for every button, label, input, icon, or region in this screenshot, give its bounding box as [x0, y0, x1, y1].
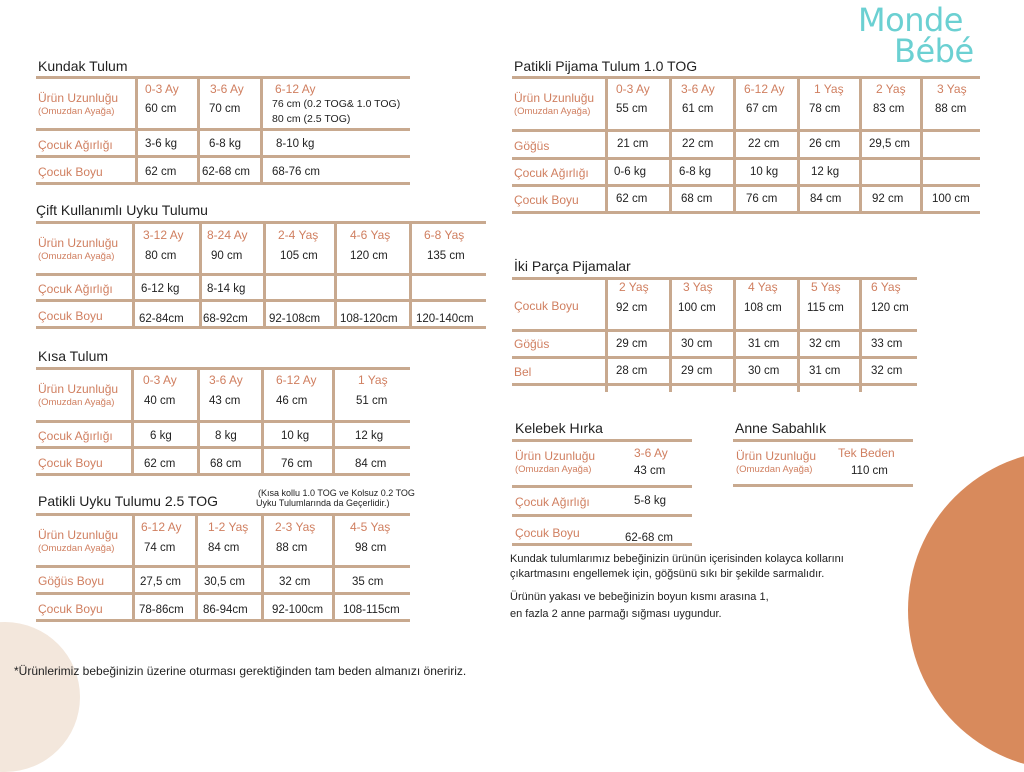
table-cell: 92 cm — [616, 302, 648, 314]
table-cell: 86-94cm — [203, 604, 248, 616]
section-title: Kelebek Hırka — [515, 420, 603, 436]
note-paragraph-1-line-1: Kundak tulumlarımız bebeğinizin ürünün içerisinden kolayca kollarını — [510, 553, 844, 565]
table-cell: 62 cm — [616, 193, 648, 205]
column-header: 8-24 Ay — [207, 228, 248, 242]
table-cell: 68 cm — [681, 193, 713, 205]
table-cell: 88 cm — [935, 103, 967, 115]
row-label-weight: Çocuk Ağırlığı — [38, 429, 113, 443]
table-cell: 78-86cm — [139, 604, 184, 616]
table-cell: 62 cm — [144, 458, 176, 470]
row-label-height: Çocuk Boyu — [515, 526, 580, 540]
table-cell: 120 cm — [871, 302, 909, 314]
table-cell: 100 cm — [932, 193, 970, 205]
table-cell: 76 cm — [281, 458, 313, 470]
column-header: 1 Yaş — [814, 82, 844, 96]
table-cell: 83 cm — [873, 103, 905, 115]
section-note: (Kısa kollu 1.0 TOG ve Kolsuz 0.2 TOG — [258, 488, 415, 498]
table-cell: 80 cm (2.5 TOG) — [272, 113, 351, 125]
table-cell: 67 cm — [746, 103, 778, 115]
table-cell: 8 kg — [215, 430, 237, 442]
table-cell: 74 cm — [144, 542, 176, 554]
column-header: 6-8 Yaş — [424, 228, 465, 242]
row-label-waist: Bel — [514, 365, 532, 379]
table-cell: 6-8 kg — [209, 138, 241, 150]
row-label-weight: Çocuk Ağırlığı — [515, 495, 590, 509]
table-cell: 22 cm — [748, 138, 780, 150]
row-label-length: Ürün Uzunluğu (Omuzdan Ayağa) — [736, 449, 817, 475]
table-cell: 135 cm — [427, 250, 465, 262]
column-header: 2-3 Yaş — [275, 520, 316, 534]
row-label-weight: Çocuk Ağırlığı — [514, 166, 589, 180]
table-cell: 108 cm — [744, 302, 782, 314]
note-paragraph-1-line-2: çıkartmasını engellemek için, göğsünü sıkı bir şekilde sarmalıdır. — [510, 568, 825, 580]
column-header: 5 Yaş — [811, 280, 841, 294]
table-cell: 3-6 kg — [145, 138, 177, 150]
table-cell: 30 cm — [748, 365, 780, 377]
column-header: 6 Yaş — [871, 280, 901, 294]
table-cell: 92-108cm — [269, 313, 321, 325]
table-cell: 88 cm — [276, 542, 308, 554]
section-title: Kısa Tulum — [38, 348, 109, 364]
table-cell: 22 cm — [682, 138, 714, 150]
table-cell: 68 cm — [210, 458, 242, 470]
table-cell: 0-6 kg — [614, 166, 646, 178]
table-cell: 6 kg — [150, 430, 172, 442]
table-cell: 32 cm — [871, 365, 903, 377]
table-cell: 108-120cm — [340, 313, 398, 325]
column-header: 2-4 Yaş — [278, 228, 319, 242]
column-header: 1-2 Yaş — [208, 520, 249, 534]
table-cell: 21 cm — [617, 138, 649, 150]
table-cell: 110 cm — [851, 465, 888, 477]
table-cell: 70 cm — [209, 103, 241, 115]
column-header: 0-3 Ay — [143, 373, 177, 387]
table-cell: 6-8 kg — [679, 166, 711, 178]
table-cell: 31 cm — [748, 338, 780, 350]
table-cell: 92-100cm — [272, 604, 324, 616]
table-cell: 5-8 kg — [634, 495, 666, 507]
table-cell: 120-140cm — [416, 313, 474, 325]
row-label-height: Çocuk Boyu — [38, 602, 103, 616]
table-cell: 26 cm — [809, 138, 841, 150]
section-title: İki Parça Pijamalar — [514, 258, 631, 274]
table-cell: 84 cm — [355, 458, 387, 470]
column-header: 6-12 Ay — [744, 82, 785, 96]
table-cell: 29,5 cm — [869, 138, 910, 150]
row-label-height: Çocuk Boyu — [514, 193, 579, 207]
table-cell: 62-84cm — [139, 313, 184, 325]
table-cell: 40 cm — [144, 395, 176, 407]
row-label-chest: Göğüs Boyu — [38, 574, 105, 588]
table-cell: 33 cm — [871, 338, 903, 350]
note-paragraph-2-line-1: Ürünün yakası ve bebeğinizin boyun kısmı arasına 1, — [510, 591, 769, 603]
section-title: Çift Kullanımlı Uyku Tulumu — [36, 202, 208, 218]
table-cell: 105 cm — [280, 250, 318, 262]
table-cell: 61 cm — [682, 103, 714, 115]
table-cell: 10 kg — [281, 430, 310, 442]
table-cell: 32 cm — [809, 338, 841, 350]
column-header: 3-6 Ay — [634, 446, 668, 460]
column-header: 2 Yaş — [876, 82, 906, 96]
row-label-weight: Çocuk Ağırlığı — [38, 282, 113, 296]
table-cell: 84 cm — [810, 193, 842, 205]
table-cell: 8-14 kg — [207, 283, 246, 295]
table-cell: 62-68 cm — [202, 166, 250, 178]
table-cell: 43 cm — [209, 395, 241, 407]
row-label-height: Çocuk Boyu — [38, 309, 103, 323]
brand-logo: Monde Bébé — [858, 1, 974, 70]
table-cell: 120 cm — [350, 250, 388, 262]
row-label-chest: Göğüs — [514, 337, 550, 351]
row-label-length: Ürün Uzunluğu (Omuzdan Ayağa) — [38, 382, 119, 408]
row-label-length: Ürün Uzunluğu (Omuzdan Ayağa) — [514, 91, 595, 117]
column-header: 3 Yaş — [937, 82, 967, 96]
table-cell: 115 cm — [807, 302, 844, 314]
table-cell: 68-76 cm — [272, 166, 320, 178]
column-header: 4 Yaş — [748, 280, 778, 294]
section-title: Patikli Uyku Tulumu 2.5 TOG — [38, 493, 218, 509]
table-cell: 60 cm — [145, 103, 177, 115]
table-cell: 31 cm — [809, 365, 841, 377]
section-title: Patikli Pijama Tulum 1.0 TOG — [514, 58, 698, 74]
table-cell: 30 cm — [681, 338, 713, 350]
row-label-length: Ürün Uzunluğu (Omuzdan Ayağa) — [38, 91, 119, 117]
table-cell: 80 cm — [145, 250, 177, 262]
row-label-chest: Göğüs — [514, 139, 550, 153]
table-cell: 10 kg — [750, 166, 779, 178]
column-header: 0-3 Ay — [145, 82, 179, 96]
table-cell: 76 cm (0.2 TOG& 1.0 TOG) — [272, 98, 401, 110]
table-cell: 62-68 cm — [625, 532, 673, 544]
column-header: 6-12 Ay — [275, 82, 316, 96]
column-header: 3-12 Ay — [143, 228, 184, 242]
row-label-height: Çocuk Boyu — [514, 299, 579, 313]
table-cell: 78 cm — [809, 103, 841, 115]
table-cell: 108-115cm — [343, 604, 400, 616]
table-cell: 43 cm — [634, 465, 666, 477]
table-cell: 29 cm — [616, 338, 648, 350]
column-header: 3-6 Ay — [209, 373, 243, 387]
column-header: 4-5 Yaş — [350, 520, 391, 534]
column-header: 0-3 Ay — [616, 82, 650, 96]
table-cell: 32 cm — [279, 576, 311, 588]
row-label-length: Ürün Uzunluğu (Omuzdan Ayağa) — [38, 236, 119, 262]
table-cell: 28 cm — [616, 365, 648, 377]
table-cell: 90 cm — [211, 250, 243, 262]
column-header: 1 Yaş — [358, 373, 388, 387]
table-cell: 62 cm — [145, 166, 177, 178]
table-cell: 76 cm — [746, 193, 778, 205]
row-label-length: Ürün Uzunluğu (Omuzdan Ayağa) — [38, 528, 119, 554]
table-cell: 68-92cm — [203, 313, 248, 325]
table-cell: 27,5 cm — [140, 576, 181, 588]
column-header: 6-12 Ay — [276, 373, 317, 387]
section-title: Kundak Tulum — [38, 58, 128, 74]
footer-note: *Ürünlerimiz bebeğinizin üzerine oturması gerektiğinden tam beden almanızı öneririz. — [14, 664, 467, 678]
column-header: 3-6 Ay — [681, 82, 715, 96]
table-cell: 8-10 kg — [276, 138, 315, 150]
note-paragraph-2-line-2: en fazla 2 anne parmağı sığması uygundur. — [510, 608, 722, 620]
table-cell: 12 kg — [811, 166, 840, 178]
table-cell: 46 cm — [276, 395, 308, 407]
table-cell: 51 cm — [356, 395, 388, 407]
section-title: Anne Sabahlık — [735, 420, 827, 436]
row-label-length: Ürün Uzunluğu (Omuzdan Ayağa) — [515, 449, 596, 475]
column-header: 4-6 Yaş — [350, 228, 391, 242]
table-cell: 35 cm — [352, 576, 384, 588]
table-cell: 12 kg — [355, 430, 384, 442]
column-header: 3 Yaş — [683, 280, 713, 294]
table-cell: 92 cm — [872, 193, 904, 205]
column-header: 2 Yaş — [619, 280, 649, 294]
decorative-circle-orange — [908, 450, 1024, 770]
table-cell: 55 cm — [616, 103, 648, 115]
table-cell: 30,5 cm — [204, 576, 245, 588]
table-cell: 98 cm — [355, 542, 387, 554]
row-label-height: Çocuk Boyu — [38, 165, 103, 179]
column-header: Tek Beden — [838, 446, 895, 460]
column-header: 3-6 Ay — [210, 82, 244, 96]
row-label-height: Çocuk Boyu — [38, 456, 103, 470]
table-cell: 100 cm — [678, 302, 716, 314]
table-cell: 29 cm — [681, 365, 713, 377]
decorative-circle-beige — [0, 622, 80, 772]
table-cell: 84 cm — [208, 542, 240, 554]
column-header: 6-12 Ay — [141, 520, 182, 534]
row-label-weight: Çocuk Ağırlığı — [38, 138, 113, 152]
table-cell: 6-12 kg — [141, 283, 180, 295]
section-note: Uyku Tulumlarında da Geçerlidir.) — [256, 498, 390, 508]
